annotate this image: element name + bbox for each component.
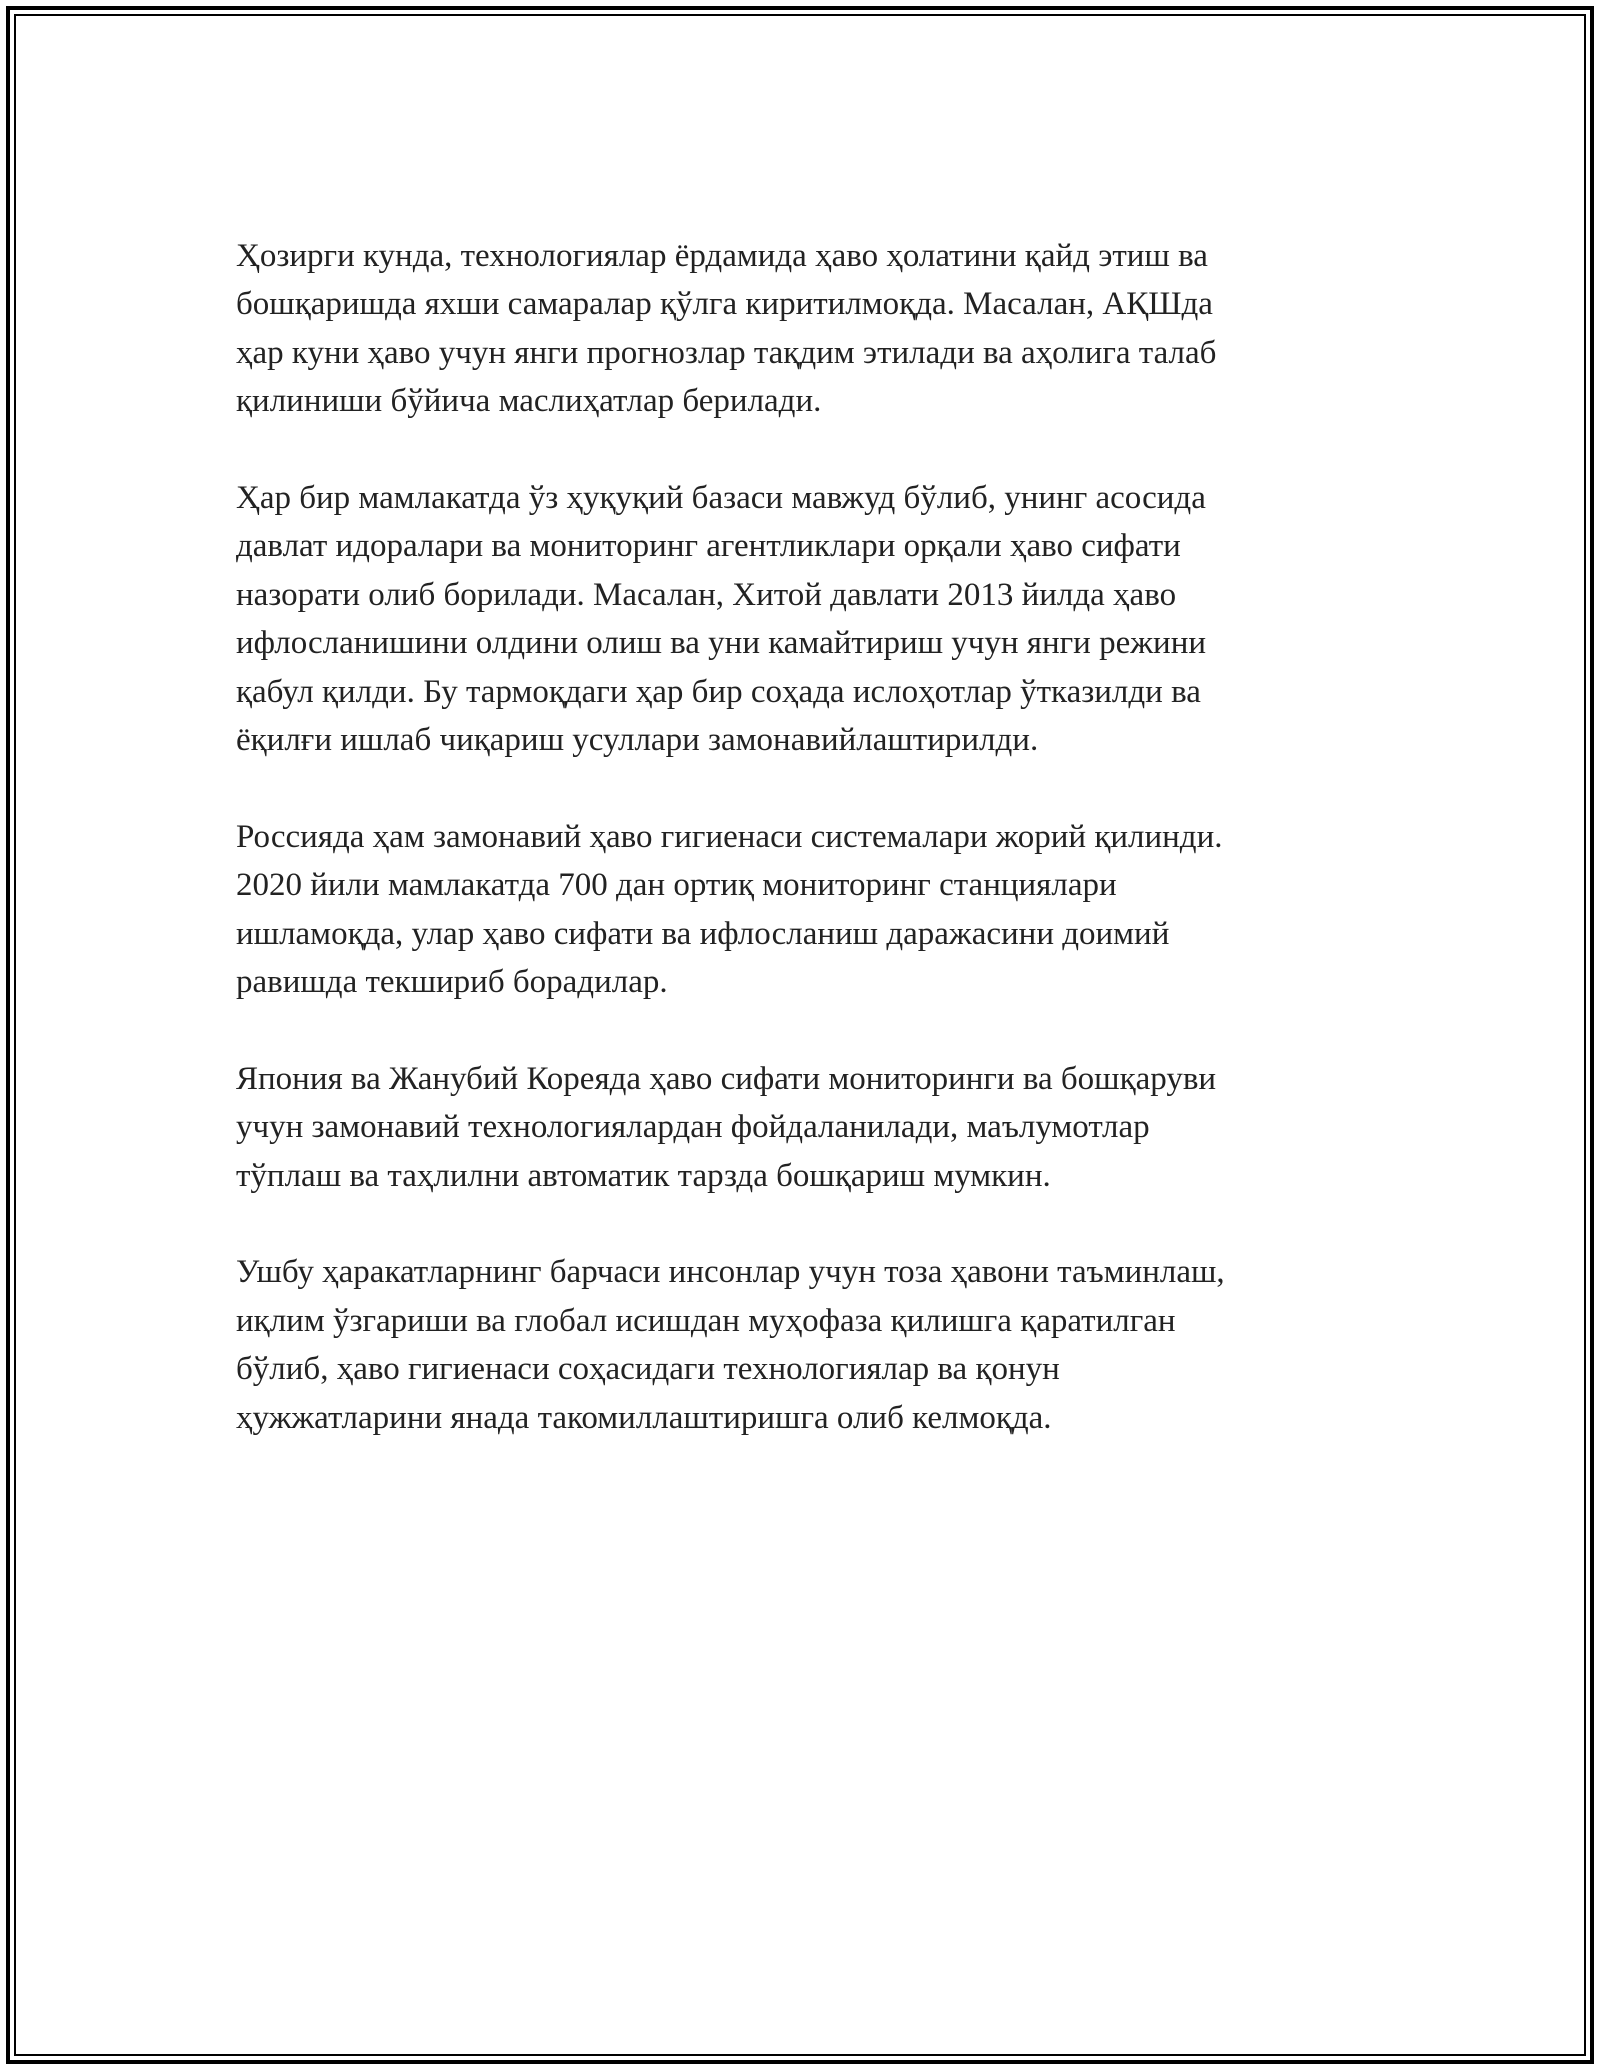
paragraph-line: Ҳозирги кунда, технологиялар ёрдамида ҳаво ҳолатини қайд этиш ва [236,238,1208,274]
paragraph-1 [236,232,1386,426]
paragraph-line: Ҳар бир мамлакатда ўз ҳуқуқий базаси мавжуд бўлиб, унинг асосида [236,480,1206,517]
paragraph-line: қилиниши бўйича маслиҳатлар берилади. [236,383,822,420]
paragraph-line: давлат идоралари ва мониторинг агентликлари орқали ҳаво сифати [236,528,1181,565]
paragraph-line: ёқилғи ишлаб чиқариш усуллари замонавийлаштирилди. [236,722,1039,759]
paragraph-line: Ушбу ҳаракатларнинг барчаси инсонлар учун тоза ҳавони таъминлаш, [236,1254,1225,1291]
paragraph-line: ишламоқда, улар ҳаво сифати ва ифлосланиш даражасини доимий [236,915,1170,952]
paragraph-line: бўлиб, ҳаво гигиенаси соҳасидаги технологиялар ва қонун [236,1351,1060,1388]
paragraph-4 [236,1055,1386,1200]
paragraph-3 [236,813,1386,1007]
paragraph-line: қабул қилди. Бу тармоқдаги ҳар бир соҳада ислоҳотлар ўтказилди ва [236,673,1201,710]
paragraph-line: Япония ва Жанубий Кореяда ҳаво сифати мониторинги ва бошқаруви [236,1060,1217,1097]
paragraph-line: ҳар куни ҳаво учун янги прогнозлар тақдим этилади ва аҳолига талаб [236,334,1217,371]
paragraph-line: ифлосланишини олдини олиш ва уни камайтириш учун янги режини [236,625,1207,662]
paragraph-line: равишда текшириб борадилар. [236,964,668,1001]
paragraph-line: учун замонавий технологиялардан фойдаланилади, маълумотлар [236,1109,1150,1146]
paragraph-2 [236,474,1386,764]
paragraph-line: Россияда ҳам замонавий ҳаво гигиенаси системалари жорий қилинди. [236,818,1223,855]
paragraph-line: назорати олиб борилади. Масалан, Хитой давлати 2013 йилда ҳаво [236,576,1177,613]
paragraph-line: иқлим ўзгариши ва глобал исишдан муҳофаза қилишга қаратилган [236,1302,1176,1339]
document-body [236,232,1386,1490]
paragraph-line: тўплаш ва таҳлилни автоматик тарзда бошқариш мумкин. [236,1157,1051,1194]
paragraph-5 [236,1248,1386,1442]
paragraph-line: ҳужжатларини янада такомиллаштиришга олиб келмоқда. [236,1399,1052,1436]
paragraph-line: 2020 йили мамлакатда 700 дан ортиқ мониторинг станциялари [236,867,1117,904]
paragraph-line: бошқаришда яхши самаралар қўлга киритилмоқда. Масалан, АҚШда [236,286,1213,323]
